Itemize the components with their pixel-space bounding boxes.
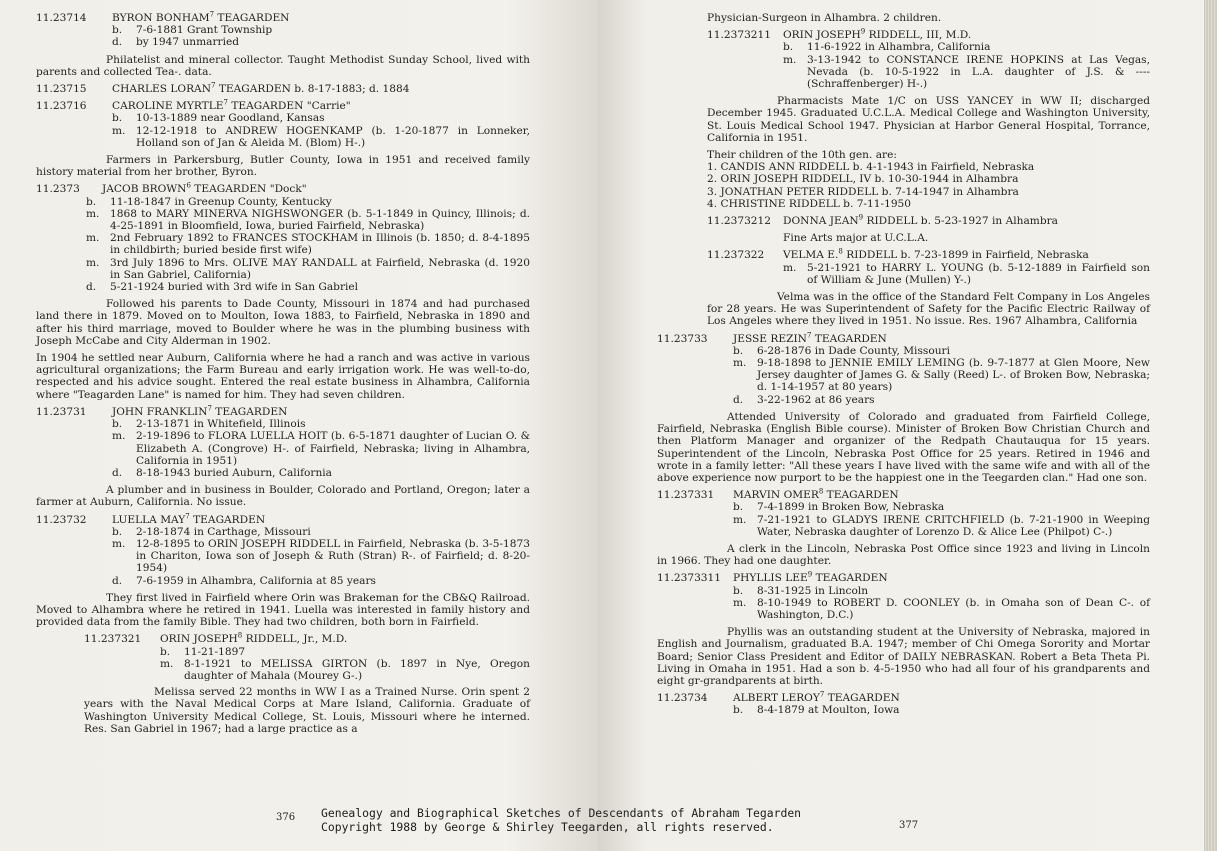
bio-paragraph: Phyllis was an outstanding student at the University of Nebraska, majored in English and Journalism, graduated B.A. 1947; member of Chi Omega Sorority and Mortar Board; Senior Class President and Editor of DAILY NEBRASKAN. Robert a Beta Theta Pi. Living in Omaha in 1951. Had a son b. 4-5-1950 who had all four of his grandparents and eight gr-grandparents at birth.: [657, 626, 1150, 687]
left-page: [0, 0, 598, 851]
bio-paragraph: They first lived in Fairfield where Orin was Brakeman for the CB&Q Railroad. Moved to Alhambra where he retired in 1941. Luella was interested in family history and provided data from the family Bible. They had two children, both born in Fairfield.: [36, 591, 530, 629]
entry-name: ALBERT LEROY$^7$ TEAGARDEN: [733, 690, 900, 705]
entry-charles: 11.23715 CHARLES LORAN$^7$ TEAGARDEN b. 8-17-1883; d. 1884: [36, 83, 530, 95]
entry-phyllis: 11.2373311 PHYLLIS LEE$^9$ TEAGARDEN b. 8-31-1925 in Lincoln m. 8-10-1949 to ROBERT D. COONLEY (b. in Omaha son of Dean C-. of Washington, D.C.): [657, 570, 1150, 621]
footer-copyright: Copyright 1988 by George & Shirley Teegarden, all rights reserved.: [321, 820, 774, 834]
page-number: 376: [276, 812, 296, 823]
entry-name: VELMA E.$^8$ RIDDELL b. 7-23-1899 in Fairfield, Nebraska: [783, 247, 1089, 262]
child-item: 1. CANDIS ANN RIDDELL b. 4-1-1943 in Fairfield, Nebraska: [707, 161, 1035, 174]
birth: 7-6-1881 Grant Township: [136, 24, 273, 37]
bio-paragraph: Fine Arts major at U.C.L.A.: [783, 232, 929, 245]
entry-john: 11.23731 JOHN FRANKLIN$^7$ TEAGARDEN b. 2-13-1871 in Whitefield, Illinois m. 2-19-1896 to FLORA LUELLA HOIT (b. 6-5-1871 daughter of Lucian O. & Elizabeth A. (Congrove) H-. of Fairfield, Nebraska; living in Alhambra, California in 1951) d. 8-18-1943 buried Auburn, California: [36, 404, 530, 479]
entry-name: JESSE REZIN$^7$ TEAGARDEN: [733, 331, 887, 345]
entry-orin-iii: 11.2373211 ORIN JOSEPH$^9$ RIDDELL, III, M.D. b. 11-6-1922 in Alhambra, California m. 3-13-1942 to CONSTANCE IRENE HOPKINS at Las Vegas, Nevada (b. 10-5-1922 in L.A. daughter of J.S. & ---- (Schraffenberger) H-.): [707, 27, 1150, 91]
bio-paragraph: Pharmacists Mate 1/C on USS YANCEY in WW II; discharged December 1945. Graduated U.C.L.A. Medical College and Washington University, St. Louis Medical School 1947. Physician at Harbor General Hospital, Torrance, California in 1951.: [707, 95, 1150, 144]
page-number: 377: [899, 820, 919, 831]
entry-name: DONNA JEAN$^9$ RIDDELL b. 5-23-1927 in Alhambra: [783, 213, 1058, 228]
entry-name: JACOB BROWN$^6$ TEAGARDEN "Dock": [102, 181, 307, 196]
entry-name: MARVIN OMER$^8$ TEAGARDEN: [733, 487, 899, 502]
bio-paragraph: Melissa served 22 months in WW I as a Trained Nurse. Orin spent 2 years with the Naval Medical Corps at Mare Island, California. Graduate of Washington University Medical College, St. Louis, Missouri where he interned. Res. San Gabriel in 1967; had a large practice as a: [84, 686, 530, 735]
entry-byron: 11.23714 BYRON BONHAM$^7$ TEAGARDEN b. 7-6-1881 Grant Township d. by 1947 unmarried: [36, 12, 530, 49]
entry-luella: 11.23732 LUELLA MAY$^7$ TEAGARDEN b. 2-18-1874 in Carthage, Missouri m. 12-8-1895 to ORIN JOSEPH RIDDELL in Fairfield, Nebraska (b. 3-5-1873 in Chariton, Iowa son of Joseph & Ruth (Stran) R-. of Fairfield; d. 8-20-1954) d. 7-6-1959 in Alhambra, California at 85 years: [36, 511, 530, 587]
entry-name: LUELLA MAY$^7$ TEAGARDEN: [112, 511, 266, 526]
bio-paragraph: A clerk in the Lincoln, Nebraska Post Office since 1923 and living in Lincoln in 1966. They had one daughter.: [657, 542, 1150, 568]
entry-orin-jr: 11.237321 ORIN JOSEPH$^8$ RIDDELL, Jr., M.D. b. 11-21-1897 m. 8-1-1921 to MELISSA GIRTON (b. 1897 in Nye, Oregon daughter of Mahala (Mourey G-.) Melissa served 22 months in WW I as a Trained Nurse. Orin spent 2 years with the Naval Medical Corps at Mare Island, California. Graduate of Washington University Medical College, St. Louis, Missouri where he interned. Res. San Gabriel in 1967; had a large practice as a: [84, 631, 530, 735]
entry-caroline: 11.23716 CAROLINE MYRTLE$^7$ TEAGARDEN "Carrie" b. 10-13-1889 near Goodland, Kansas m. 12-12-1918 to ANDREW HOGENKAMP (b. 1-20-1877 in Lonneker, Holland son of Jan & Aleida M. (Blom) H-.): [36, 98, 530, 149]
right-page-text: [657, 12, 1150, 722]
right-page: [598, 0, 1204, 851]
entry-name: PHYLLIS LEE$^9$ TEAGARDEN: [733, 570, 888, 585]
entry-marvin: 11.237331 MARVIN OMER$^8$ TEAGARDEN b. 7-4-1899 in Broken Bow, Nebraska m. 7-21-1921 to GLADYS IRENE CRITCHFIELD (b. 7-21-1900 in Weeping Water, Nebraska daughter of Lorenzo D. & Alice Lee (Philpot) C-.): [657, 487, 1150, 538]
children-intro: Their children of the 10th gen. are:: [707, 149, 897, 162]
bio-paragraph: Velma was in the office of the Standard Felt Company in Los Angeles for 28 years. He was Superintendent of Safety for the Pacific Electric Railway of Los Angeles where they lived in 1951. No issue. Res. 1967 Alhambra, California: [707, 291, 1150, 328]
entry-name: ORIN JOSEPH$^9$ RIDDELL, III, M.D.: [783, 27, 972, 42]
bio-paragraph: Attended University of Colorado and graduated from Fairfield College, Fairfield, Nebraska (English Bible course). Minister of Broken Bow Christian Church and then Platform Manager and organizer of the Redpath Chautauqua for 15 years. Superintendent of the Lincoln, Nebraska Post Office for 25 years. Retired in 1946 and wrote in a family letter: "All these years I have lived with the same wife and with all of the above experience now purport to be the happiest one in the Teegarden clan." Had one son.: [657, 410, 1150, 484]
bio-paragraph: A plumber and in business in Boulder, Colorado and Portland, Oregon; later a farmer at Auburn, California. No issue.: [36, 484, 530, 509]
footer-title: Genealogy and Biographical Sketches of Descendants of Abraham Tegarden: [321, 806, 802, 820]
child-item: 4. CHRISTINE RIDDELL b. 7-11-1950: [707, 197, 912, 210]
entry-name: JOHN FRANKLIN$^7$ TEAGARDEN: [112, 404, 288, 418]
entry-name: ORIN JOSEPH$^8$ RIDDELL, Jr., M.D.: [160, 631, 348, 646]
entry-donna: 11.2373212 DONNA JEAN$^9$ RIDDELL b. 5-23-1927 in Alhambra: [707, 215, 1150, 227]
bio-paragraph: Farmers in Parkersburg, Butler County, Iowa in 1951 and received family history material from her brother, Byron.: [36, 154, 530, 179]
left-page-text: [36, 12, 530, 740]
child-item: 2. ORIN JOSEPH RIDDELL, IV b. 10-30-1944 in Alhambra: [707, 173, 1019, 186]
bio-paragraph: Philatelist and mineral collector. Taught Methodist Sunday School, lived with parents and collected Tea-. data.: [36, 53, 530, 78]
entry-name: CAROLINE MYRTLE$^7$ TEAGARDEN "Carrie": [112, 98, 351, 113]
child-item: 3. JONATHAN PETER RIDDELL b. 7-14-1947 in Alhambra: [707, 185, 1019, 198]
bio-paragraph: In 1904 he settled near Auburn, California where he had a ranch and was active in various agricultural organizations; the Farm Bureau and early irrigation work. He was well-to-do, respected and his advice sought. Entered the real estate business in Alhambra, California where "Teagarden Lane" is named for him. They had seven children.: [36, 352, 530, 401]
entry-jesse: 11.23733 JESSE REZIN$^7$ TEAGARDEN b. 6-28-1876 in Dade County, Missouri m. 9-18-1898 to JENNIE EMILY LEMING (b. 9-7-1877 at Glen Moore, New Jersey daughter of James G. & Sally (Reed) L-. of Broken Bow, Nebraska; d. 1-14-1957 at 80 years) d. 3-22-1962 at 86 years: [657, 331, 1150, 406]
marriage: 12-12-1918 to ANDREW HOGENKAMP (b. 1-20-1877 in Lonneker, Holland son of Jan & Aleida M. (Blom) H-.): [136, 124, 530, 149]
entry-name: CHARLES LORAN$^7$ TEAGARDEN b. 8-17-1883; d. 1884: [112, 81, 410, 96]
page-edges: [1204, 0, 1217, 851]
bio-paragraph: Followed his parents to Dade County, Missouri in 1874 and had purchased land there in 1879. Moved on to Moulton, Iowa 1883, to Fairfield, Nebraska in 1890 and after his third marriage, moved to Boulder where he was in the plumbing business with Joseph McCabe and City Alderman in 1902.: [36, 298, 530, 347]
entry-albert: 11.23734 ALBERT LEROY$^7$ TEAGARDEN b. 8-4-1879 at Moulton, Iowa: [657, 692, 1150, 716]
entry-id: 11.23714: [36, 12, 87, 24]
entry-name: BYRON BONHAM$^7$ TEAGARDEN: [112, 10, 290, 24]
death: by 1947 unmarried: [136, 36, 240, 49]
continued-text: Physician-Surgeon in Alhambra. 2 children.: [707, 12, 942, 24]
entry-velma: 11.237322 VELMA E.$^8$ RIDDELL b. 7-23-1899 in Fairfield, Nebraska m. 5-21-1921 to HARRY L. YOUNG (b. 5-12-1889 in Fairfield son of William & June (Mullen) Y-.): [707, 247, 1150, 286]
entry-jacob: 11.2373 JACOB BROWN$^6$ TEAGARDEN "Dock" b. 11-18-1847 in Greenup County, Kentucky m. 1868 to MARY MINERVA NIGHSWONGER (b. 5-1-1849 in Quincy, Illinois; d. 4-25-1891 in Bloomfield, Iowa, buried Fairfield, Nebraska) m. 2nd February 1892 to FRANCES STOCKHAM in Illinois (b. 1850; d. 8-4-1895 in childbirth; buried beside first wife) m. 3rd July 1896 to Mrs. OLIVE MAY RANDALL at Fairfield, Nebraska (d. 1920 in San Gabriel, California) d. 5-21-1924 buried with 3rd wife in San Gabriel: [36, 181, 530, 294]
